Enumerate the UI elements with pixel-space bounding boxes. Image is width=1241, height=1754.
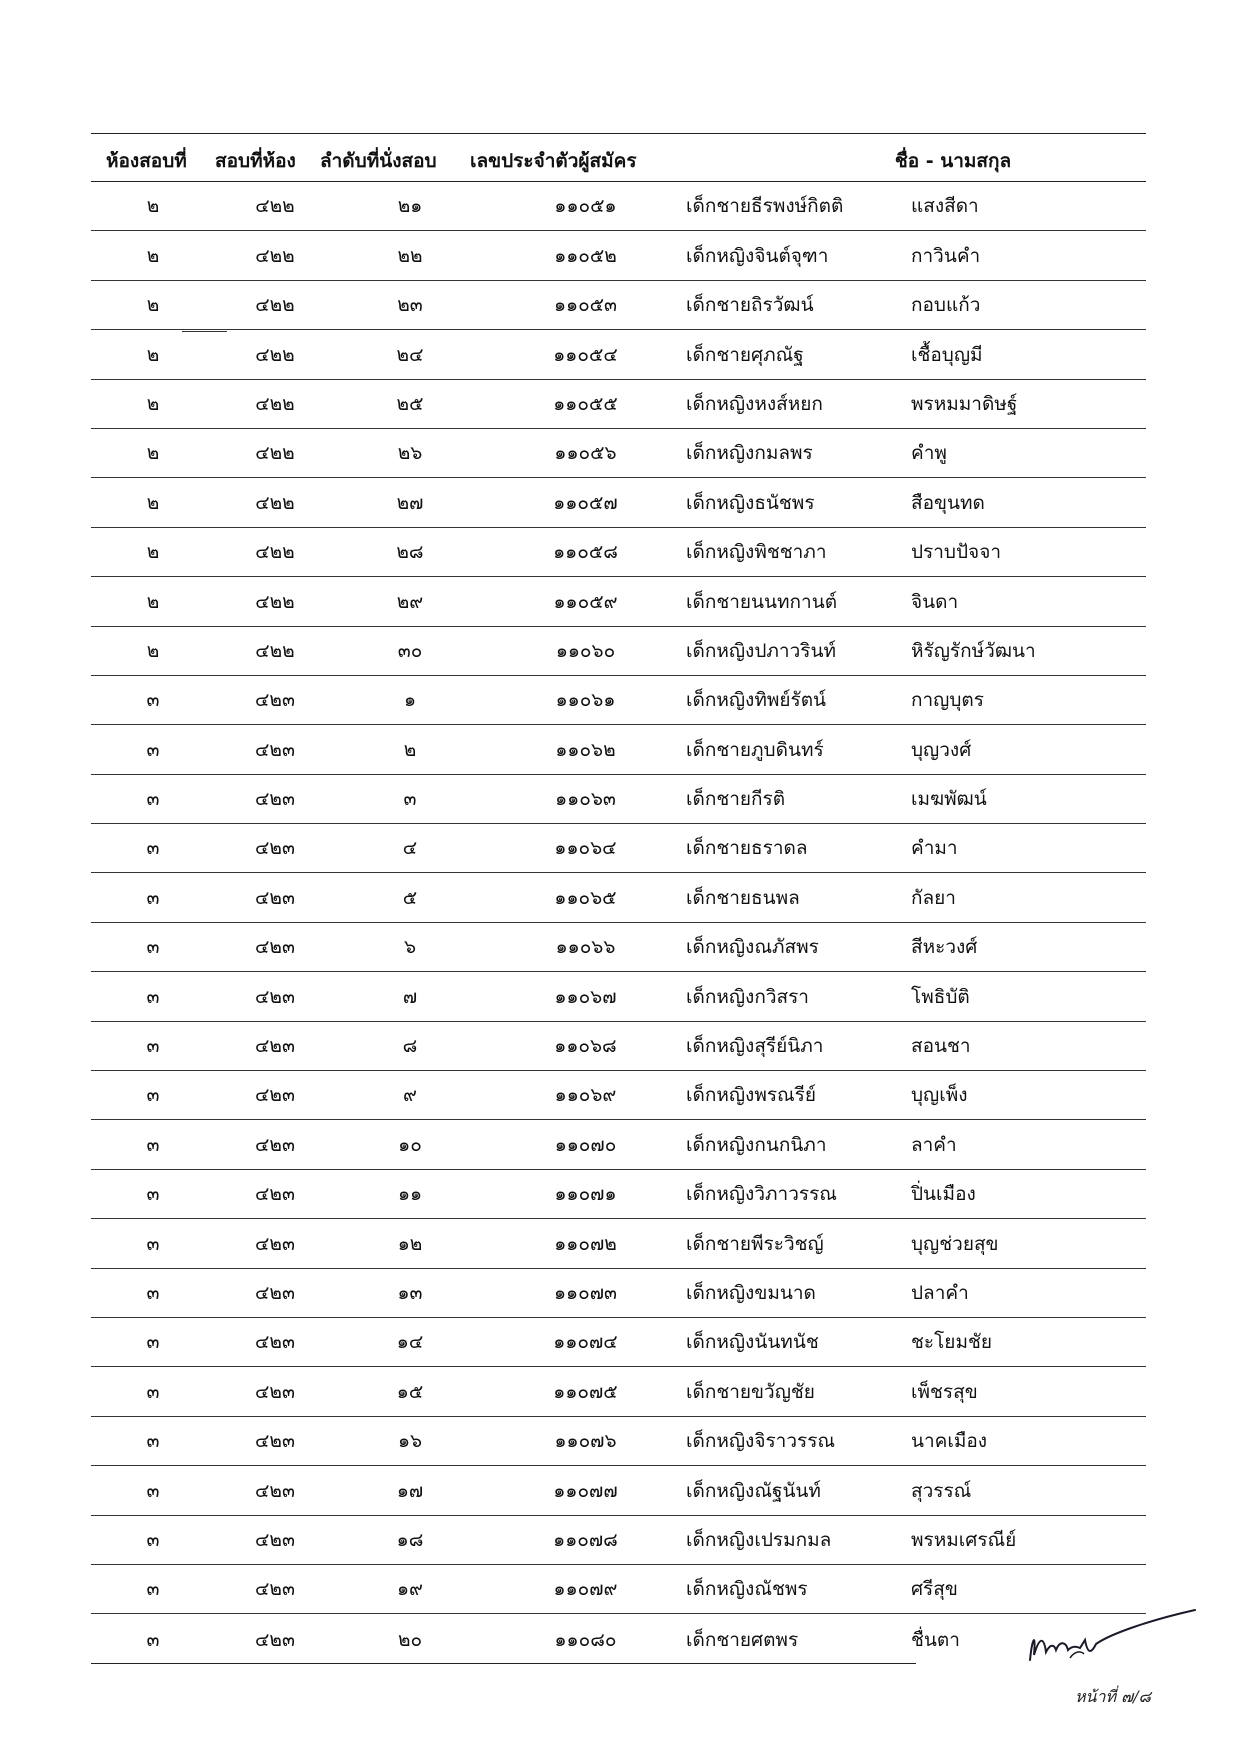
cell-applicant-id: ๑๑๐๖๒	[555, 738, 616, 761]
cell-seat: ๒๒	[397, 244, 423, 267]
cell-seat: ๓	[403, 788, 417, 811]
table-row	[91, 676, 1146, 725]
table-row	[91, 1417, 1146, 1466]
cell-first-name: เด็กหญิงเปรมกมล	[686, 1528, 832, 1551]
cell-applicant-id: ๑๑๐๖๑	[555, 689, 616, 712]
cell-last-name: ปิ่นเมือง	[911, 1183, 976, 1206]
table-row	[91, 182, 1146, 231]
cell-last-name: จินดา	[911, 590, 959, 613]
cell-first-name: เด็กหญิงณัชพร	[686, 1578, 808, 1601]
cell-test-room: ๔๒๓	[255, 1232, 295, 1255]
cell-test-room: ๔๒๓	[255, 1628, 295, 1651]
cell-applicant-id: ๑๑๐๗๗	[553, 1479, 618, 1502]
table-header	[91, 134, 1146, 182]
cell-seat: ๔	[402, 837, 418, 860]
cell-first-name: เด็กหญิงพิชชาภา	[686, 541, 827, 564]
cell-last-name: ชื่นตา	[911, 1628, 960, 1651]
cell-room: ๓	[146, 886, 160, 909]
cell-seat: ๕	[402, 886, 418, 909]
cell-applicant-id: ๑๑๐๗๖	[554, 1430, 617, 1453]
table-row	[91, 231, 1146, 280]
table-row	[91, 1071, 1146, 1120]
table-row	[91, 330, 1146, 379]
cell-room: ๒	[146, 392, 160, 415]
cell-seat: ๓๐	[397, 639, 423, 662]
cell-test-room: ๔๒๒	[255, 491, 295, 514]
cell-applicant-id: ๑๑๐๗๑	[554, 1183, 617, 1206]
cell-first-name: เด็กหญิงจินต์จุฑา	[686, 244, 829, 267]
table-body	[91, 182, 1146, 1664]
cell-last-name: บุญวงศ์	[911, 738, 972, 761]
cell-test-room: ๔๒๒	[255, 442, 295, 465]
cell-last-name: พรหมมาดิษฐ์	[911, 392, 1018, 415]
table-row	[91, 429, 1146, 478]
cell-room: ๓	[146, 1084, 160, 1107]
header-room: ห้องสอบที่	[106, 149, 187, 172]
table-row	[91, 528, 1146, 577]
cell-first-name: เด็กชายนนทกานต์	[686, 590, 838, 613]
cell-first-name: เด็กหญิงธนัชพร	[686, 491, 815, 514]
cell-last-name: หิรัญรักษ์วัฒนา	[911, 639, 1036, 662]
cell-first-name: เด็กหญิงณัฐนันท์	[686, 1479, 821, 1502]
cell-room: ๓	[146, 738, 160, 761]
cell-first-name: เด็กชายธราดล	[686, 837, 808, 860]
cell-seat: ๒๓	[397, 294, 423, 317]
cell-first-name: เด็กชายภูบดินทร์	[686, 738, 824, 761]
header-name: ชื่อ - นามสกุล	[894, 149, 1012, 172]
cell-last-name: เชื้อบุญมี	[911, 343, 983, 366]
cell-test-room: ๔๒๓	[255, 788, 295, 811]
cell-applicant-id: ๑๑๐๕๗	[553, 491, 618, 514]
cell-test-room: ๔๒๓	[255, 837, 295, 860]
cell-applicant-id: ๑๑๐๗๕	[553, 1380, 618, 1403]
table-row	[91, 824, 1146, 873]
cell-test-room: ๔๒๒	[255, 392, 295, 415]
cell-last-name: กอบแก้ว	[911, 294, 981, 317]
cell-last-name: กัลยา	[911, 886, 956, 909]
cell-seat: ๑๔	[396, 1331, 424, 1354]
cell-room: ๓	[146, 1331, 160, 1354]
cell-seat: ๒๖	[397, 442, 423, 465]
cell-seat: ๑๒	[397, 1232, 423, 1255]
cell-room: ๒	[146, 541, 160, 564]
table-row	[91, 281, 1146, 330]
cell-first-name: เด็กหญิงขมนาด	[686, 1281, 816, 1304]
cell-applicant-id: ๑๑๐๕๑	[554, 195, 617, 218]
cell-first-name: เด็กชายธนพล	[686, 886, 800, 909]
cell-test-room: ๔๒๓	[255, 738, 295, 761]
cell-last-name: กาวินคำ	[911, 244, 981, 267]
cell-first-name: เด็กชายขวัญชัย	[686, 1380, 815, 1403]
cell-room: ๓	[146, 1430, 160, 1453]
cell-first-name: เด็กหญิงพรณรีย์	[686, 1084, 817, 1107]
signature-icon	[1010, 1600, 1210, 1680]
cell-last-name: เมฆพัฒน์	[911, 788, 987, 811]
cell-room: ๓	[146, 1479, 160, 1502]
stray-underline	[182, 331, 227, 332]
cell-applicant-id: ๑๑๐๖๖	[555, 936, 616, 959]
cell-first-name: เด็กชายศุภณัฐ	[686, 343, 804, 366]
cell-last-name: สอนชา	[911, 1035, 971, 1058]
cell-test-room: ๔๒๒	[255, 244, 295, 267]
table-row	[91, 577, 1146, 626]
cell-room: ๓	[146, 1183, 160, 1206]
cell-room: ๓	[146, 788, 160, 811]
cell-seat: ๒๘	[396, 541, 424, 564]
cell-test-room: ๔๒๓	[255, 985, 295, 1008]
table-row	[91, 380, 1146, 429]
cell-last-name: แสงสีดา	[911, 195, 979, 218]
table-row	[91, 1219, 1146, 1268]
cell-room: ๓	[146, 1133, 160, 1156]
cell-test-room: ๔๒๓	[255, 1281, 295, 1304]
cell-last-name: นาคเมือง	[911, 1430, 988, 1453]
cell-applicant-id: ๑๑๐๖๗	[554, 985, 617, 1008]
table-row	[91, 972, 1146, 1021]
cell-first-name: เด็กหญิงวิภาวรรณ	[686, 1183, 837, 1206]
cell-last-name: ลาคำ	[911, 1133, 957, 1156]
cell-room: ๒	[146, 244, 160, 267]
table-row	[91, 1367, 1146, 1416]
cell-test-room: ๔๒๓	[255, 1578, 295, 1601]
cell-applicant-id: ๑๑๐๕๓	[553, 294, 618, 317]
cell-room: ๓	[146, 1628, 160, 1651]
page-number: หน้าที่ ๗/๘	[1075, 1687, 1151, 1706]
cell-applicant-id: ๑๑๐๗๓	[554, 1281, 617, 1304]
cell-last-name: บุญช่วยสุข	[911, 1232, 999, 1255]
cell-test-room: ๔๒๒	[255, 590, 295, 613]
cell-first-name: เด็กหญิงจิราวรรณ	[686, 1430, 836, 1453]
cell-first-name: เด็กชายธีรพงษ์กิตติ	[686, 195, 844, 218]
cell-applicant-id: ๑๑๐๕๔	[553, 343, 618, 366]
cell-last-name: พรหมเศรณีย์	[911, 1528, 1017, 1551]
table-row	[91, 1565, 1146, 1614]
cell-test-room: ๔๒๒	[255, 195, 295, 218]
cell-room: ๓	[146, 1035, 160, 1058]
cell-test-room: ๔๒๓	[255, 1035, 295, 1058]
table-row	[91, 775, 1146, 824]
cell-seat: ๒๗	[396, 491, 424, 514]
cell-first-name: เด็กหญิงนันทนัช	[686, 1331, 819, 1354]
cell-last-name: บุญเพ็ง	[911, 1084, 968, 1107]
cell-seat: ๒	[403, 738, 417, 761]
bottom-rule	[91, 1663, 916, 1664]
cell-applicant-id: ๑๑๐๖๓	[555, 788, 616, 811]
table-row	[91, 1614, 1146, 1663]
cell-applicant-id: ๑๑๐๕๘	[553, 541, 618, 564]
cell-applicant-id: ๑๑๐๕๕	[553, 392, 618, 415]
cell-first-name: เด็กหญิงสุรีย์นิภา	[686, 1035, 824, 1058]
cell-first-name: เด็กหญิงทิพย์รัตน์	[686, 689, 827, 712]
candidate-list	[91, 133, 1146, 1664]
table-row	[91, 1120, 1146, 1169]
cell-applicant-id: ๑๑๐๖๕	[554, 886, 617, 909]
cell-room: ๓	[146, 1380, 160, 1403]
cell-applicant-id: ๑๑๐๕๒	[554, 244, 617, 267]
cell-room: ๓	[146, 1281, 160, 1304]
header-applicant-id: เลขประจำตัวผู้สมัคร	[470, 149, 637, 172]
cell-first-name: เด็กชายพีระวิชญ์	[686, 1232, 824, 1255]
cell-room: ๓	[146, 1578, 160, 1601]
cell-applicant-id: ๑๑๐๗๔	[553, 1331, 618, 1354]
cell-seat: ๑๙	[397, 1578, 423, 1601]
cell-seat: ๑๘	[396, 1528, 424, 1551]
table-row	[91, 873, 1146, 922]
cell-room: ๒	[146, 294, 160, 317]
cell-last-name: กาญบุตร	[911, 689, 984, 712]
cell-room: ๒	[146, 343, 160, 366]
table-row	[91, 725, 1146, 774]
cell-seat: ๑๕	[396, 1380, 424, 1403]
table-row	[91, 1022, 1146, 1071]
cell-first-name: เด็กชายกีรติ	[686, 788, 786, 811]
cell-applicant-id: ๑๑๐๖๔	[554, 837, 617, 860]
cell-first-name: เด็กชายศตพร	[686, 1628, 799, 1651]
cell-test-room: ๔๒๓	[255, 1133, 295, 1156]
cell-seat: ๑๓	[397, 1281, 423, 1304]
cell-room: ๒	[146, 491, 160, 514]
cell-test-room: ๔๒๓	[255, 1183, 295, 1206]
cell-last-name: ปลาคำ	[911, 1281, 969, 1304]
cell-seat: ๑	[403, 689, 417, 712]
cell-test-room: ๔๒๓	[255, 886, 295, 909]
table-row	[91, 478, 1146, 527]
table-row	[91, 627, 1146, 676]
cell-applicant-id: ๑๑๐๖๘	[554, 1035, 617, 1058]
cell-applicant-id: ๑๑๐๖๐	[555, 639, 616, 662]
header-test-room: สอบที่ห้อง	[215, 149, 296, 172]
cell-last-name: สีหะวงศ์	[911, 936, 978, 959]
cell-test-room: ๔๒๒	[255, 639, 295, 662]
table-row	[91, 1516, 1146, 1565]
cell-last-name: ชะโยมชัย	[911, 1331, 992, 1354]
cell-test-room: ๔๒๓	[255, 1479, 295, 1502]
cell-seat: ๗	[402, 985, 418, 1008]
cell-room: ๒	[146, 639, 160, 662]
table-row	[91, 923, 1146, 972]
cell-applicant-id: ๑๑๐๗๙	[553, 1578, 618, 1601]
cell-test-room: ๔๒๒	[255, 294, 295, 317]
cell-room: ๓	[146, 936, 160, 959]
cell-last-name: สือขุนทด	[911, 491, 985, 514]
cell-first-name: เด็กหญิงกวิสรา	[686, 985, 809, 1008]
cell-applicant-id: ๑๑๐๗๒	[554, 1232, 617, 1255]
cell-seat: ๑๗	[396, 1479, 424, 1502]
cell-seat: ๒๐	[397, 1628, 423, 1651]
cell-applicant-id: ๑๑๐๘๐	[554, 1628, 617, 1651]
cell-first-name: เด็กหญิงหงส์หยก	[686, 392, 823, 415]
cell-seat: ๘	[402, 1035, 418, 1058]
table-row	[91, 1170, 1146, 1219]
cell-test-room: ๔๒๓	[255, 1380, 295, 1403]
cell-first-name: เด็กหญิงกนกนิภา	[686, 1133, 827, 1156]
cell-test-room: ๔๒๓	[255, 1331, 295, 1354]
cell-seat: ๑๑	[397, 1183, 423, 1206]
table-row	[91, 1269, 1146, 1318]
cell-last-name: เพ็ชรสุข	[911, 1380, 978, 1403]
cell-room: ๓	[146, 689, 160, 712]
cell-first-name: เด็กชายถิรวัฒน์	[686, 294, 814, 317]
cell-applicant-id: ๑๑๐๕๙	[553, 590, 618, 613]
cell-room: ๓	[146, 1528, 160, 1551]
cell-test-room: ๔๒๓	[255, 1528, 295, 1551]
cell-last-name: คำมา	[911, 837, 958, 860]
table-row	[91, 1318, 1146, 1367]
cell-seat: ๙	[403, 1084, 417, 1107]
cell-test-room: ๔๒๓	[255, 1084, 295, 1107]
cell-applicant-id: ๑๑๐๕๖	[554, 442, 617, 465]
cell-test-room: ๔๒๓	[255, 689, 295, 712]
cell-last-name: สุวรรณ์	[911, 1479, 972, 1502]
cell-seat: ๑๖	[397, 1430, 423, 1453]
cell-seat: ๑๐	[398, 1133, 422, 1156]
cell-seat: ๒๑	[397, 195, 423, 218]
cell-room: ๒	[146, 442, 160, 465]
cell-applicant-id: ๑๑๐๗๐	[554, 1133, 617, 1156]
cell-seat: ๒๔	[396, 343, 424, 366]
cell-seat: ๖	[403, 936, 417, 959]
cell-first-name: เด็กหญิงกมลพร	[686, 442, 813, 465]
cell-room: ๓	[146, 837, 160, 860]
cell-test-room: ๔๒๓	[255, 936, 295, 959]
cell-last-name: โพธิบัติ	[911, 985, 970, 1008]
table-row	[91, 1466, 1146, 1515]
cell-first-name: เด็กหญิงณภัสพร	[686, 936, 819, 959]
cell-test-room: ๔๒๒	[255, 343, 295, 366]
cell-first-name: เด็กหญิงปภาวรินท์	[686, 639, 836, 662]
header-seat: ลำดับที่นั่งสอบ	[320, 149, 437, 172]
cell-last-name: ศรีสุข	[911, 1578, 958, 1601]
cell-seat: ๒๕	[396, 392, 424, 415]
cell-seat: ๒๙	[396, 590, 424, 613]
cell-test-room: ๔๒๒	[255, 541, 295, 564]
cell-room: ๒	[146, 195, 160, 218]
cell-room: ๒	[146, 590, 160, 613]
cell-room: ๓	[146, 985, 160, 1008]
cell-room: ๓	[146, 1232, 160, 1255]
cell-test-room: ๔๒๓	[255, 1430, 295, 1453]
cell-last-name: คำพู	[911, 442, 947, 465]
cell-applicant-id: ๑๑๐๖๙	[554, 1084, 617, 1107]
cell-applicant-id: ๑๑๐๗๘	[553, 1528, 618, 1551]
cell-last-name: ปราบปัจจา	[911, 541, 1001, 564]
